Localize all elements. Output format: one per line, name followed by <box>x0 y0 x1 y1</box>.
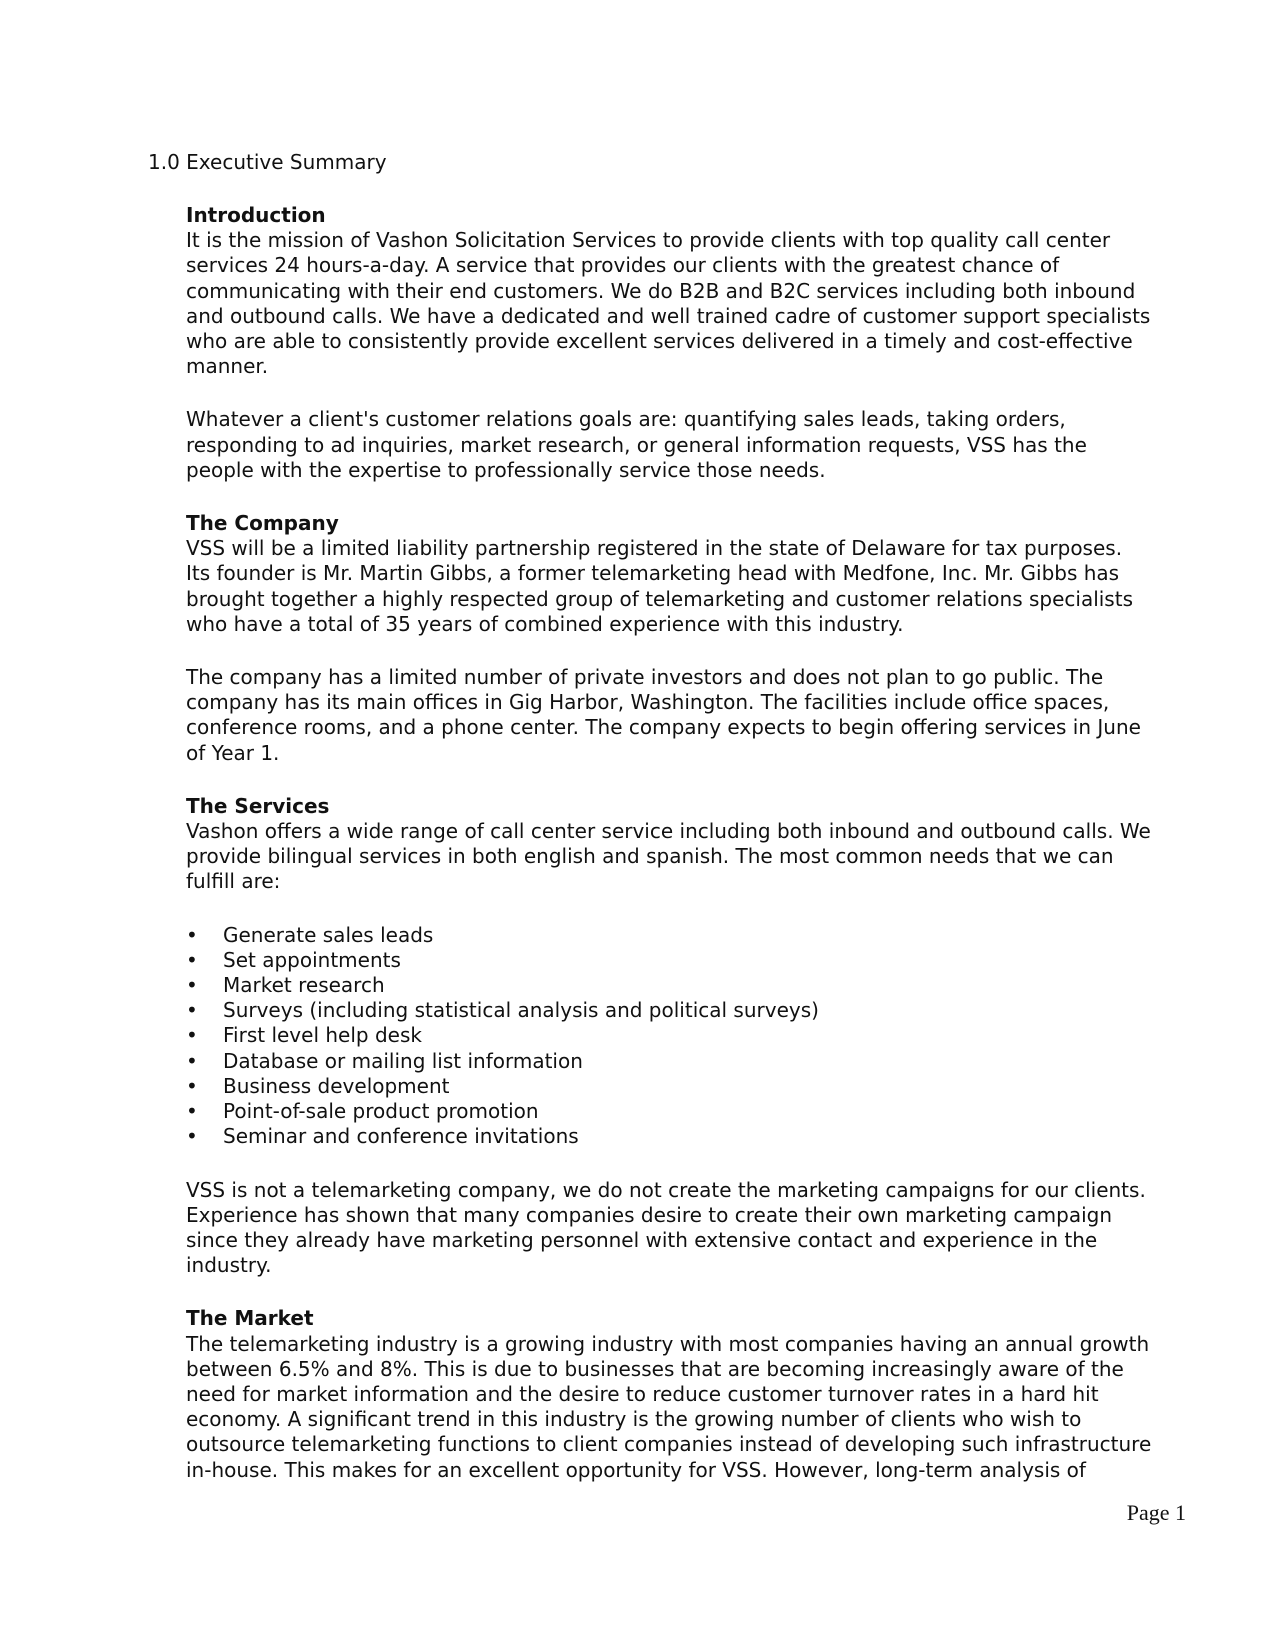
section-title: 1.0 Executive Summary <box>148 150 387 174</box>
paragraph-gap <box>186 483 1196 511</box>
list-item <box>186 948 1196 973</box>
text-line: since they already have marketing personnel with extensive contact and experience in the <box>186 1227 1098 1252</box>
list-item <box>186 998 1196 1023</box>
bullet-icon: • <box>186 998 198 1023</box>
introduction-paragraph-1 <box>186 228 1196 379</box>
list-item-label: Database or mailing list information <box>223 1048 583 1073</box>
text-line: conference rooms, and a phone center. The company expects to begin offering services in June <box>186 715 1141 740</box>
list-item-label: Generate sales leads <box>223 922 434 947</box>
market-paragraph-1 <box>186 1332 1196 1483</box>
paragraph-gap <box>186 379 1196 407</box>
text-line: communicating with their end customers. We do B2B and B2C services including both inbound <box>186 278 1136 303</box>
paragraph-gap <box>186 766 1196 794</box>
bullet-icon: • <box>186 1099 198 1124</box>
text-line: Its founder is Mr. Martin Gibbs, a former telemarketing head with Medfone, Inc. Mr. Gibbs has <box>186 561 1120 586</box>
text-line: Experience has shown that many companies desire to create their own marketing campaign <box>186 1202 1113 1227</box>
bullet-icon: • <box>186 1073 198 1098</box>
introduction-paragraph-2 <box>186 407 1196 483</box>
list-item-label: First level help desk <box>223 1023 422 1048</box>
text-line: between 6.5% and 8%. This is due to businesses that are becoming increasingly aware of the <box>186 1356 1124 1381</box>
list-item <box>186 1049 1196 1074</box>
text-line: responding to ad inquiries, market research, or general information requests, VSS has the <box>186 432 1087 457</box>
paragraph-gap <box>186 1150 1196 1178</box>
text-line: brought together a highly respected group of telemarketing and customer relations specialists <box>186 586 1133 611</box>
text-line: who have a total of 35 years of combined experience with this industry. <box>186 611 904 636</box>
text-line: provide bilingual services in both english and spanish. The most common needs that we can <box>186 844 1114 869</box>
services-paragraph-2 <box>186 1178 1196 1279</box>
company-heading: The Company <box>186 511 339 536</box>
text-line: fulfill are: <box>186 869 281 894</box>
bullet-icon: • <box>186 1124 198 1149</box>
paragraph-gap <box>186 1278 1196 1306</box>
text-line: outsource telemarketing functions to client companies instead of developing such infrastructure <box>186 1432 1152 1457</box>
text-line: of Year 1. <box>186 740 280 765</box>
list-item <box>186 1099 1196 1124</box>
text-line: and outbound calls. We have a dedicated and well trained cadre of customer support specialists <box>186 303 1151 328</box>
page-number: Page 1 <box>1126 1500 1186 1525</box>
services-paragraph-1 <box>186 819 1196 895</box>
list-item-label: Set appointments <box>223 947 401 972</box>
list-item <box>186 923 1196 948</box>
text-line: The company has a limited number of private investors and does not plan to go public. The <box>186 665 1104 690</box>
list-item <box>186 973 1196 998</box>
bullet-icon: • <box>186 947 198 972</box>
services-list <box>186 923 1196 1150</box>
text-line: industry. <box>186 1253 272 1278</box>
list-item-label: Market research <box>223 973 385 998</box>
services-heading: The Services <box>186 793 330 818</box>
bullet-icon: • <box>186 922 198 947</box>
market-heading: The Market <box>186 1306 314 1331</box>
paragraph-gap <box>186 895 1196 923</box>
company-paragraph-2 <box>186 665 1196 766</box>
bullet-icon: • <box>186 973 198 998</box>
text-line: company has its main offices in Gig Harbor, Washington. The facilities include office spaces, <box>186 690 1110 715</box>
text-line: Whatever a client's customer relations goals are: quantifying sales leads, taking orders, <box>186 407 1066 432</box>
list-item-label: Business development <box>223 1073 450 1098</box>
list-item-label: Surveys (including statistical analysis and political surveys) <box>223 998 819 1023</box>
text-line: VSS is not a telemarketing company, we do not create the marketing campaigns for our clients. <box>186 1177 1146 1202</box>
text-line: need for market information and the desire to reduce customer turnover rates in a hard hit <box>186 1381 1099 1406</box>
list-item <box>186 1074 1196 1099</box>
company-paragraph-1 <box>186 536 1196 637</box>
text-line: Vashon offers a wide range of call center service including both inbound and outbound calls. We <box>186 819 1151 844</box>
text-line: services 24 hours-a-day. A service that provides our clients with the greatest chance of <box>186 253 1060 278</box>
list-item-label: Point-of-sale product promotion <box>223 1099 539 1124</box>
list-item-label: Seminar and conference invitations <box>223 1124 579 1149</box>
paragraph-gap <box>186 637 1196 665</box>
text-line: manner. <box>186 354 269 379</box>
text-line: The telemarketing industry is a growing industry with most companies having an annual growth <box>186 1331 1150 1356</box>
bullet-icon: • <box>186 1048 198 1073</box>
document-body <box>186 203 1196 1483</box>
list-item <box>186 1124 1196 1149</box>
text-line: people with the expertise to professionally service those needs. <box>186 457 826 482</box>
list-item <box>186 1023 1196 1048</box>
text-line: VSS will be a limited liability partnership registered in the state of Delaware for tax purposes. <box>186 536 1123 561</box>
text-line: It is the mission of Vashon Solicitation Services to provide clients with top quality call center <box>186 228 1111 253</box>
introduction-heading: Introduction <box>186 203 326 227</box>
text-line: who are able to consistently provide excellent services delivered in a timely and cost-effective <box>186 329 1133 354</box>
text-line: economy. A significant trend in this industry is the growing number of clients who wish to <box>186 1407 1082 1432</box>
bullet-icon: • <box>186 1023 198 1048</box>
text-line: in-house. This makes for an excellent opportunity for VSS. However, long-term analysis of <box>186 1457 1086 1482</box>
